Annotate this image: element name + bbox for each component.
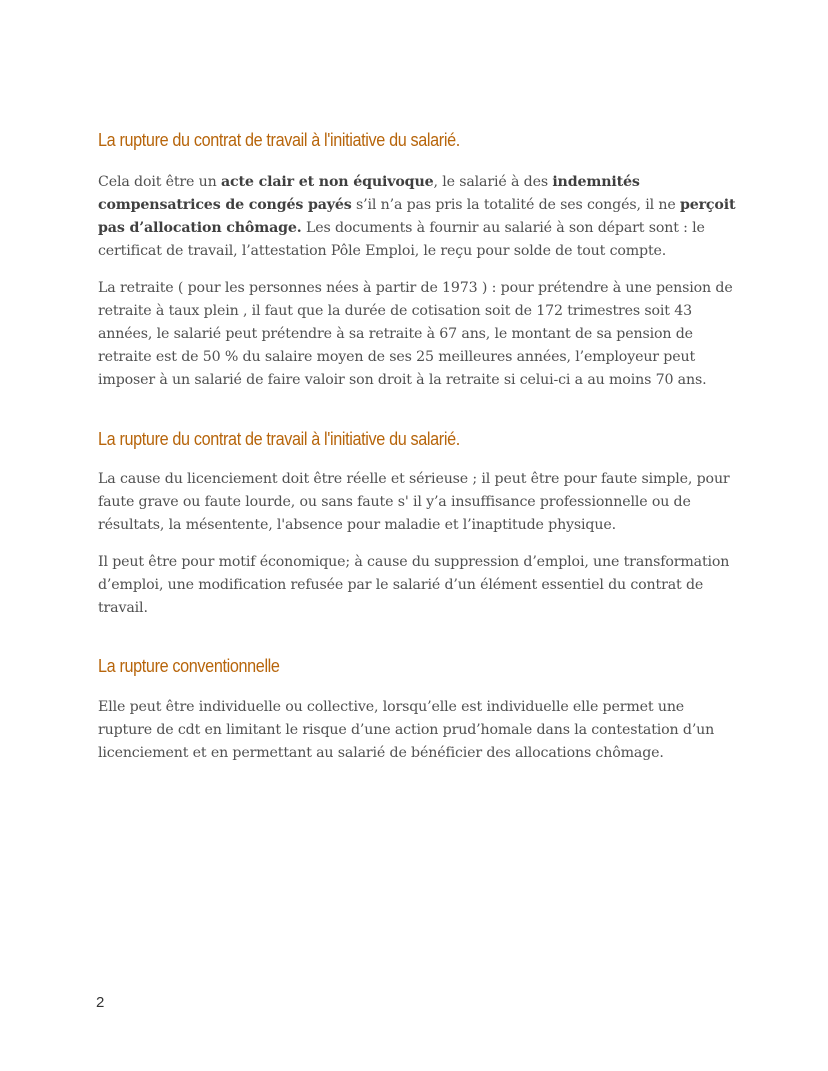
section-heading-conventional-rupture: La rupture conventionnelle [98, 656, 280, 676]
bold-text-run: perçoit pas d’allocation chômage. [98, 197, 736, 236]
section-heading-dismissal: La rupture du contrat de travail à l'initiative du salarié. [98, 429, 460, 449]
paragraph-resignation [98, 171, 738, 263]
paragraph-economic-dismissal: Il peut être pour motif économique; à cause du suppression d’emploi, une transformation d’emploi, une modification refusée par le salarié d’un élément essentiel du contrat de travail. [98, 554, 730, 616]
bold-text-run: acte clair et non équivoque [221, 174, 434, 190]
text-run: Les documents à fournir au salarié à son départ sont : le certificat de travail, l’attestation Pôle Emploi, le reçu pour solde de tout compte. [98, 220, 705, 259]
bold-text-run: indemnités compensatrices de congés payés [98, 174, 640, 213]
page-number: 2 [96, 994, 105, 1011]
text-run: s’il n’a pas pris la totalité de ses congés, il ne [351, 197, 680, 213]
paragraph-conventional-rupture: Elle peut être individuelle ou collective, lorsqu’elle est individuelle elle permet une rupture de cdt en limitant le risque d’une action prud’homale dans la contestation d’un licenciement et en permettant au salarié de bénéficier des allocations chômage. [98, 699, 715, 761]
paragraph-retirement: La retraite ( pour les personnes nées à partir de 1973 ) : pour prétendre à une pension de retraite à taux plein , il faut que la durée de cotisation soit de 172 trimestres soit 43 années, le salarié peut prétendre à sa retraite à 67 ans, le montant de sa pension de retraite est de 50 % du salaire moyen de ses 25 meilleures années, l’employeur peut imposer à un salarié de faire valoir son droit à la retraite si celui-ci a au moins 70 ans. [98, 280, 733, 388]
paragraph-dismissal-cause: La cause du licenciement doit être réelle et sérieuse ; il peut être pour faute simple, pour faute grave ou faute lourde, ou sans faute s' il y’a insuffisance professionnelle ou de résultats, la mésentente, l'absence pour maladie et l’inaptitude physique. [98, 471, 730, 533]
text-run: , le salarié à des [433, 174, 553, 190]
section-heading-resignation: La rupture du contrat de travail à l'initiative du salarié. [98, 130, 460, 150]
text-run: Cela doit être un [98, 174, 221, 190]
